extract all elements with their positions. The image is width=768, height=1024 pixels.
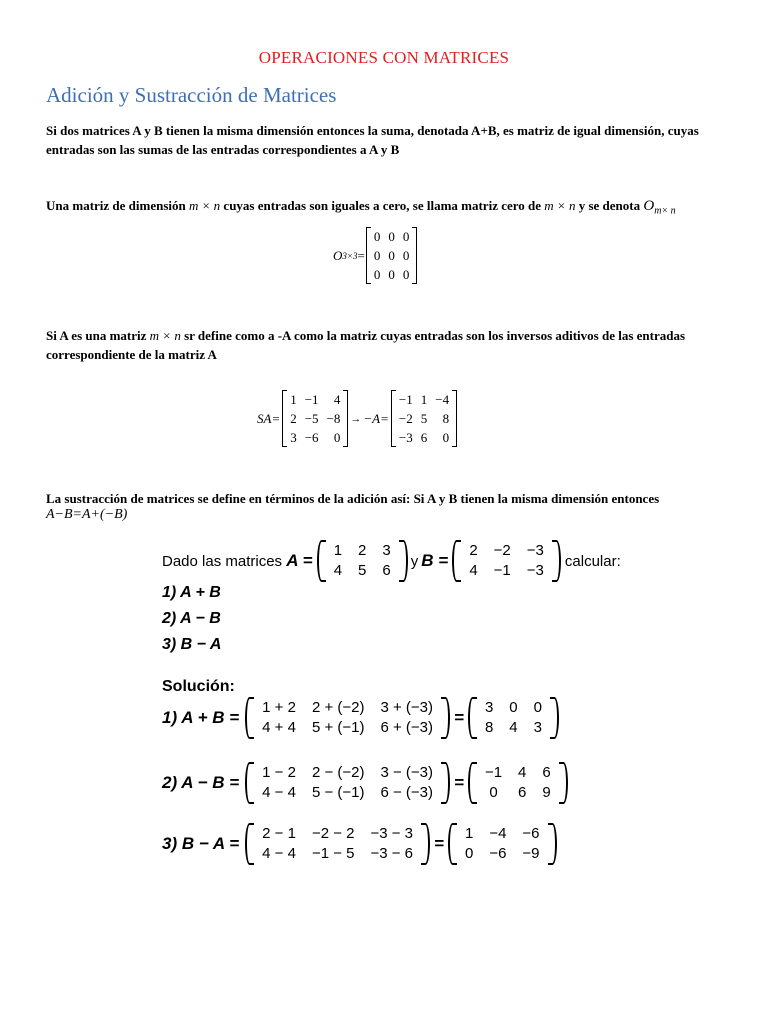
matrix-a-cell: 2 <box>358 542 367 559</box>
matrix-sa-row <box>286 428 344 447</box>
solution-3-matrix-row <box>255 845 420 863</box>
solution-3-matrix-cell: 2 − 1 <box>262 825 296 842</box>
matrix-neg-a-cell: −4 <box>435 392 450 407</box>
solution-3-result-row <box>458 845 547 863</box>
zero-matrix-cell: 0 <box>402 267 410 282</box>
matrix-neg-a-cell: 0 <box>442 430 450 445</box>
text: Si A es una matriz <box>46 328 147 343</box>
matrix-a-cell: 6 <box>382 562 391 579</box>
zero-matrix <box>366 227 418 284</box>
solution-2-result-cell: 9 <box>542 784 551 801</box>
solution-2-result <box>468 762 568 804</box>
matrix-b-cell: −3 <box>526 562 544 579</box>
solution-3-result-cell: 1 <box>464 825 474 842</box>
zero-matrix-cell: 0 <box>402 229 410 244</box>
arrow-icon: → <box>350 412 362 425</box>
solution-3-result-cell: −6 <box>522 825 540 842</box>
solution-2-result-cell: 4 <box>518 764 527 781</box>
solution-2-matrix-cell: 2 − (−2) <box>311 764 365 781</box>
matrix-sa-cell: −1 <box>304 392 319 407</box>
solution-1-result-cell: 3 <box>533 719 542 736</box>
solution-1-matrix-cell: 6 + (−3) <box>380 719 433 736</box>
solution-1-result-row <box>478 699 549 717</box>
solution-3-matrix-cell: −3 − 3 <box>370 825 414 842</box>
dimension: m × n <box>544 198 576 213</box>
zero-matrix-cell: 0 <box>373 229 381 244</box>
zero-label: O <box>333 247 343 263</box>
task-3: 3) B − A <box>162 636 222 653</box>
solution-1-result-row <box>478 719 549 737</box>
matrix-a <box>317 540 408 582</box>
zero-symbol: O <box>643 198 655 214</box>
matrix-neg-a-row <box>395 390 453 409</box>
text: Una matriz de dimensión <box>46 198 186 213</box>
solution-1-matrix-cell: 2 + (−2) <box>311 699 365 716</box>
paragraph-additive-inverse <box>46 326 726 364</box>
matrix-sa-cell: 4 <box>333 392 341 407</box>
text: y se denota <box>578 198 641 213</box>
equals: = <box>454 773 464 792</box>
solution-1-result-cell: 0 <box>509 699 518 716</box>
solution-2-matrix-cell: 6 − (−3) <box>380 784 433 801</box>
matrix-neg-a-cell: 6 <box>420 430 428 445</box>
paragraph-subtraction: La sustracción de matrices se define en términos de la adición así: Si A y B tienen la misma dimensión entonces <box>46 491 660 506</box>
solution-3-result-row <box>458 825 547 843</box>
matrix-b <box>452 540 561 582</box>
matrix-sa-cell: 0 <box>333 430 341 445</box>
matrix-sa-cell: −6 <box>304 430 319 445</box>
solution-1-matrix <box>245 697 450 739</box>
zero-matrix-row <box>370 246 414 265</box>
task-2: 2) A − B <box>162 610 221 627</box>
solution-1-matrix-cell: 4 + 4 <box>262 719 296 736</box>
solution-3-matrix-cell: 4 − 4 <box>262 845 296 862</box>
solution-2-matrix-row <box>255 764 440 782</box>
solution-3-result-cell: −9 <box>522 845 540 862</box>
matrix-a-row <box>327 562 398 580</box>
zero-matrix-cell: 0 <box>388 267 395 282</box>
solution-1-lhs: 1) A + B = <box>162 708 240 727</box>
solution-3 <box>162 823 557 865</box>
solution-3-matrix <box>245 823 430 865</box>
matrix-b-label: B = <box>421 551 449 570</box>
solution-1-result-cell: 3 <box>484 699 494 716</box>
solution-1-matrix-row <box>255 719 440 737</box>
matrix-neg-a-cell: −3 <box>398 430 413 445</box>
negative-matrix-equation <box>257 390 457 447</box>
solution-2-result-row <box>478 764 558 782</box>
solution-1-result-cell: 4 <box>509 719 518 736</box>
solution-2-result-cell: 6 <box>518 784 527 801</box>
zero-matrix-cell: 0 <box>373 248 381 263</box>
solution-2-result-cell: −1 <box>484 764 503 781</box>
matrix-sa <box>282 390 348 447</box>
zero-matrix-cell: 0 <box>388 248 395 263</box>
example-intro: Dado las matrices <box>162 552 283 570</box>
solution-1-matrix-cell: 3 + (−3) <box>380 699 433 716</box>
matrix-sa-cell: 1 <box>290 392 297 407</box>
matrix-sa-cell: 2 <box>290 411 297 426</box>
solution-2-matrix <box>245 762 450 804</box>
solution-3-matrix-cell: −2 − 2 <box>311 825 355 842</box>
equals: = <box>357 247 365 263</box>
matrix-neg-a-cell: −2 <box>398 411 413 426</box>
matrix-sa-cell: 3 <box>290 430 297 445</box>
section-heading: Adición y Sustracción de Matrices <box>46 83 337 107</box>
zero-matrix-equation <box>333 227 417 284</box>
matrix-sa-row <box>286 390 344 409</box>
solution-3-result-cell: −6 <box>489 845 507 862</box>
example-statement <box>162 540 621 582</box>
matrix-b-cell: −2 <box>493 542 511 559</box>
dimension: m × n <box>189 198 221 213</box>
matrix-b-cell: 2 <box>469 542 478 559</box>
equals: = <box>434 834 444 853</box>
solution-3-result-cell: −4 <box>489 825 507 842</box>
zero-matrix-row <box>370 227 414 246</box>
solution-2-result-cell: 6 <box>542 764 551 781</box>
calc-text: calcular: <box>564 552 621 570</box>
matrix-sa-cell: −5 <box>304 411 319 426</box>
solution-3-matrix-row <box>255 825 420 843</box>
zero-symbol-sub: m× n <box>654 205 676 217</box>
solution-1-result-cell: 0 <box>533 699 542 716</box>
solution-1-matrix-cell: 5 + (−1) <box>311 719 365 736</box>
subtraction-formula: A−B=A+(−B) <box>46 507 128 522</box>
paragraph-zero-matrix <box>46 196 726 221</box>
dimension: m × n <box>149 328 181 343</box>
solution-2-matrix-cell: 1 − 2 <box>262 764 296 781</box>
matrix-a-cell: 3 <box>382 542 391 559</box>
solution-1 <box>162 697 559 739</box>
solution-2-matrix-row <box>255 784 440 802</box>
solution-3-result <box>448 823 557 865</box>
solution-3-result-cell: 0 <box>464 845 474 862</box>
solution-1-matrix-cell: 1 + 2 <box>262 699 296 716</box>
matrix-a-row <box>327 542 398 560</box>
solution-2-result-cell: 0 <box>489 784 498 801</box>
matrix-neg-a-row <box>395 428 453 447</box>
zero-matrix-cell: 0 <box>388 229 395 244</box>
solution-1-result <box>468 697 559 739</box>
matrix-sa-row <box>286 409 344 428</box>
solution-2-matrix-cell: 5 − (−1) <box>311 784 365 801</box>
zero-label-sub: 3×3 <box>342 250 358 261</box>
matrix-neg-a-cell: −1 <box>398 392 413 407</box>
page-title: OPERACIONES CON MATRICES <box>258 48 510 67</box>
matrix-a-cell: 1 <box>333 542 343 559</box>
matrix-b-cell: 4 <box>469 562 478 579</box>
matrix-b-row <box>462 562 551 580</box>
task-1: 1) A + B <box>162 584 221 601</box>
y-text: y <box>410 552 419 570</box>
text: sr define como a -A como la matriz cuyas entradas son los inversos aditivos de las entradas correspondiente de la matriz A <box>46 328 686 362</box>
matrix-b-cell: −1 <box>493 562 511 579</box>
matrix-sa-cell: −8 <box>326 411 341 426</box>
solution-3-lhs: 3) B − A = <box>162 834 240 853</box>
matrix-neg-a-cell: 1 <box>420 392 428 407</box>
solution-2-matrix-cell: 3 − (−3) <box>380 764 433 781</box>
sa-label: SA= <box>257 410 281 426</box>
matrix-a-cell: 5 <box>358 562 367 579</box>
solution-3-matrix-cell: −1 − 5 <box>311 845 355 862</box>
solution-2-matrix-cell: 4 − 4 <box>262 784 296 801</box>
matrix-neg-a-cell: 5 <box>420 411 428 426</box>
matrix-b-row <box>462 542 551 560</box>
equals: = <box>454 708 464 727</box>
matrix-neg-a <box>391 390 457 447</box>
zero-matrix-row <box>370 265 414 284</box>
paragraph-sum-definition: Si dos matrices A y B tienen la misma dimensión entonces la suma, denotada A+B, es matriz de igual dimensión, cuyas entradas son las sumas de las entradas correspondientes a A y B <box>46 123 699 157</box>
solution-3-matrix-cell: −3 − 6 <box>370 845 414 862</box>
solution-2-result-row <box>478 784 558 802</box>
matrix-neg-a-cell: 8 <box>442 411 450 426</box>
solution-2 <box>162 762 568 804</box>
solution-2-lhs: 2) A − B = <box>162 773 240 792</box>
matrix-b-cell: −3 <box>526 542 544 559</box>
solution-1-matrix-row <box>255 699 440 717</box>
matrix-neg-a-row <box>395 409 453 428</box>
matrix-a-label: A = <box>286 551 313 570</box>
matrix-a-cell: 4 <box>333 562 343 579</box>
zero-matrix-cell: 0 <box>402 248 410 263</box>
text: cuyas entradas son iguales a cero, se llama matriz cero de <box>223 198 542 213</box>
neg-a-label: −A= <box>363 410 389 426</box>
solution-heading: Solución: <box>162 678 235 695</box>
solution-1-result-cell: 8 <box>484 719 494 736</box>
zero-matrix-cell: 0 <box>373 267 381 282</box>
